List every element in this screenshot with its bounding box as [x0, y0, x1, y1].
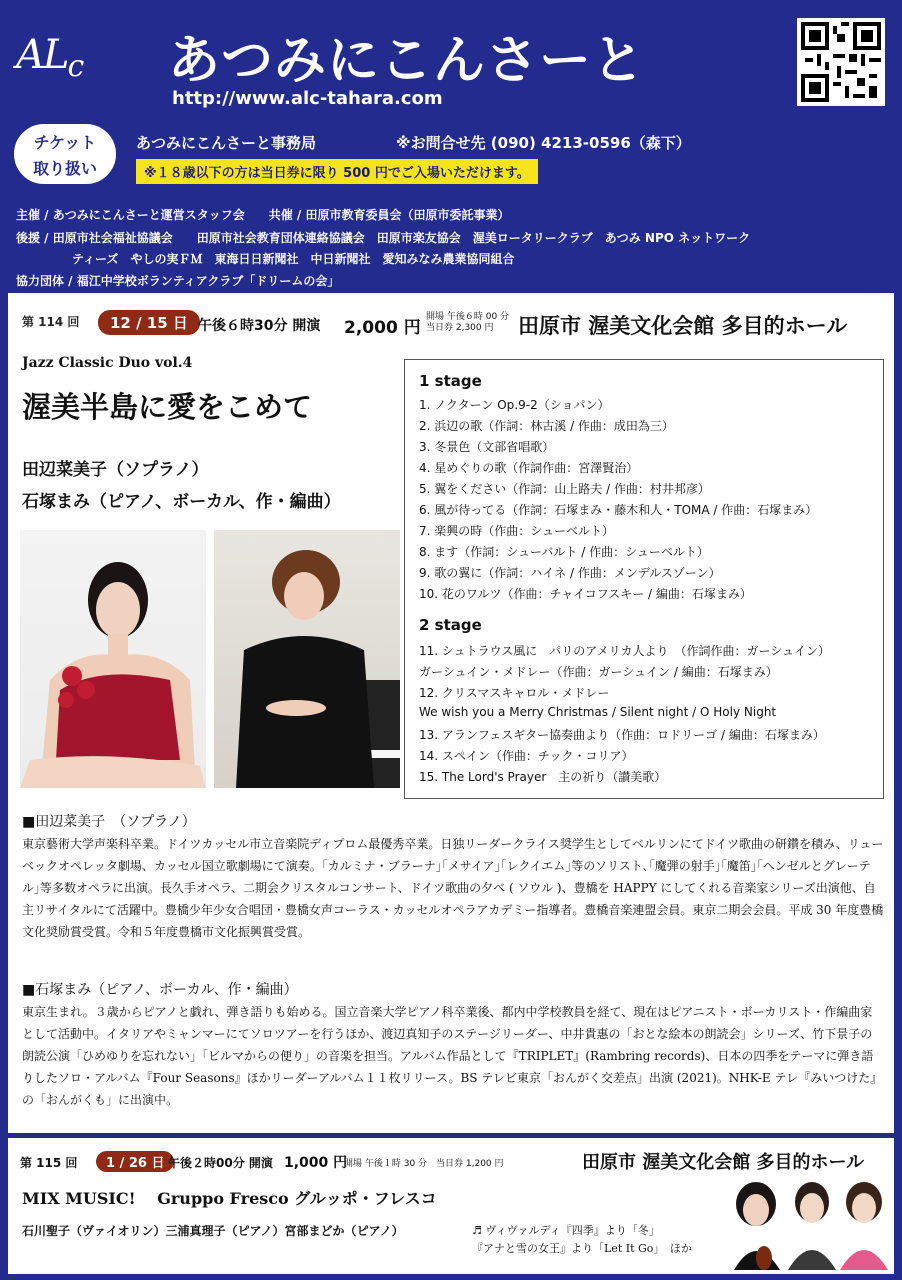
program-item: 13. アランフェスギター協奏曲より（作曲：ロドリーゴ / 編曲：石塚まみ） [419, 728, 825, 742]
inquiry-phone: ※お問合せ先 (090) 4213-0596（森下） [396, 134, 691, 152]
program-item: ガーシュイン・メドレー（作曲：ガーシュイン / 編曲：石塚まみ） [419, 665, 778, 679]
bio-heading-soprano: ■田辺菜美子 （ソプラノ） [22, 814, 196, 830]
program-item: 6. 風が待ってる（作詞：石塚まみ・藤木和人・TOMA / 作曲：石塚まみ） [419, 503, 818, 517]
next-event-number: 第 115 回 [20, 1156, 78, 1170]
next-event-price: 1,000 円 [284, 1155, 348, 1171]
program-item: 7. 楽興の時（作曲：シューベルト） [419, 524, 615, 538]
program-item: 8. ます（作詞：シューバルト / 作曲：シューベルト） [419, 545, 709, 559]
program-item: 15. The Lord's Prayer 主の祈り（讃美歌） [419, 770, 667, 784]
program-item: 2. 浜辺の歌（作詞：林古溪 / 作曲：成田為三） [419, 419, 674, 433]
qr-code-icon[interactable] [797, 18, 885, 106]
pianist-photo [214, 530, 400, 788]
event-date-badge: 12 / 15 日 [98, 310, 200, 335]
next-event-pieces: ♬ ヴィヴァルディ『四季』より「冬」 『アナと雪の女王』より「Let It Go」 ほか [472, 1224, 692, 1255]
program-item: 10. 花のワルツ（作曲：チャイコフスキー / 編曲：石塚まみ） [419, 587, 752, 601]
event-number: 第 114 回 [22, 315, 80, 329]
sponsor-line: 主催 / あつみにこんさーと運営スタッフ会 共催 / 田原市教育委員会（田原市委託事業） [16, 208, 510, 222]
soprano-photo [20, 530, 206, 788]
next-event-title: MIX MUSIC! Gruppo Fresco グルッポ・フレスコ [22, 1189, 437, 1208]
program-item: 1. ノクターン Op.9-2（ショパン） [419, 398, 610, 412]
program-item: 4. 星めぐりの歌（作詞作曲：宮澤賢治） [419, 461, 639, 475]
event-time: 午後６時30分 開演 [198, 318, 321, 334]
alc-logo: $AL_c$ [16, 32, 83, 84]
stage-1-label: 1 stage [419, 372, 482, 390]
performer-piano: 石塚まみ（ピアノ、ボーカル、作・編曲） [22, 492, 341, 512]
sponsor-line: 後援 / 田原市社会福祉協議会 田原市社会教育団体連絡協議会 田原市楽友協会 渥美ロータリークラブ あつみ NPO ネットワーク [16, 231, 751, 245]
page-title: あつみにこんさーと [168, 31, 646, 91]
next-event-time: 午後２時00分 開演 [168, 1156, 273, 1170]
sponsor-line: ティーズ やしの実ＦＭ 東海日日新聞社 中日新聞社 愛知みなみ農業協同組合 [72, 252, 515, 266]
program-item: 5. 翼をください（作詞：山上路夫 / 作曲：村井邦彦） [419, 482, 710, 496]
sponsor-line: 協力団体 / 福江中学校ボランティアクラブ「ドリームの会」 [16, 274, 340, 288]
program-item: 3. 冬景色（文部省唱歌） [419, 440, 555, 454]
next-event-performer-photos [728, 1174, 890, 1270]
main-event-panel [8, 293, 894, 1133]
next-event-open-info: 開場 午後１時 30 分 当日券 1,200 円 [344, 1159, 504, 1169]
program-box [404, 359, 884, 799]
program-item: 12. クリスマスキャロル・メドレー [419, 686, 610, 700]
next-event-performers: 石川聖子（ヴァイオリン）三浦真理子（ピアノ）宮部まどか（ピアノ） [22, 1224, 404, 1238]
program-item: 9. 歌の翼に（作詞：ハイネ / 作曲：メンデルスゾーン） [419, 566, 721, 580]
age-discount-notice: ※１８歳以下の方は当日券に限り 500 円でご入場いただけます。 [136, 159, 538, 184]
next-event-panel [8, 1138, 894, 1274]
program-item: We wish you a Merry Christmas / Silent night / O Holy Night [419, 705, 777, 719]
next-event-venue: 田原市 渥美文化会館 多目的ホール [582, 1152, 865, 1173]
concert-title: 渥美半島に愛をこめて [22, 390, 313, 424]
performer-soprano: 田辺菜美子（ソプラノ） [22, 460, 209, 480]
event-venue: 田原市 渥美文化会館 多目的ホール [518, 314, 848, 338]
program-item: 14. スペイン（作曲：チック・コリア） [419, 749, 634, 763]
event-open-info: 開場 午後６時 00 分 当日券 2,300 円 [426, 312, 510, 333]
ticket-badge: チケット 取り扱い [14, 124, 116, 184]
bio-text-piano: 東京生まれ。３歳からピアノと戯れ、弾き語りも始める。国立音楽大学ピアノ科卒業後、都内中学校教員を経て、現在はピアニスト・ボーカリスト・作編曲家として活動中。イタリアやミャンマーにてソロツアーを行うほか、渡辺真知子のステージリーダー、中井貴惠の「おとな絵本の朗読会」シリーズ、竹下景子の朗読公演「ひめゆりを忘れない」「ビルマからの便り」の音楽を担当。アルバム作品として『TRIPLET』(Rambring records)、日本の四季をテーマに弾き語りしたソロ・アルバム『Four Seasons』ほかリーダーアルバム１１枚リリース。BS テレビ東京「おんがく交差点」出演 (2021)。NHK-E テレ『みいつけた』の「おんがくも」に出演中。 [22, 1005, 883, 1107]
header [0, 0, 902, 292]
website-url[interactable]: http://www.alc-tahara.com [172, 88, 443, 109]
event-price: 2,000 円 [344, 318, 421, 338]
next-event-date-badge: 1 / 26 日 [96, 1151, 174, 1172]
bio-text-soprano: 東京藝術大学声楽科卒業。ドイツカッセル市立音楽院ディプロム最優秀卒業。日独リーダークライス奨学生としてベルリンにてドイツ歌曲の研鑽を積み、リューベックオペレッタ劇場、カッセル国立歌劇場にて演奏。｢カルミナ・ブラーナ｣｢メサイア｣｢レクイエム｣等のソリスト､｢魔弾の射手｣｢魔笛｣｢ヘンゼルとグレーテル｣等多数オペラに出演。長久手オペラ、二期会クリスタルコンサート、ドイツ歌曲の夕べ ( ソウル )、豊橋を HAPPY にしてくれる音楽家シリーズ出演他、自主リサイタルにて活躍中。豊橋少年少女合唱団・豊橋女声コーラス・カッセルオペラアカデミー指導者。豊橋音楽連盟会員。東京二期会会員。平成 30 年度豊橋文化奨励賞受賞。令和５年度豊橋市文化振興賞受賞。 [22, 837, 884, 939]
concert-subtitle: Jazz Classic Duo vol.4 [22, 355, 193, 371]
office-name: あつみにこんさーと事務局 [136, 134, 317, 152]
stage-2-label: 2 stage [419, 616, 482, 634]
program-item: 11. シュトラウス風に パリのアメリカ人より （作詞作曲：ガーシュイン） [419, 644, 830, 658]
bio-heading-piano: ■石塚まみ（ピアノ、ボーカル、作・編曲） [22, 982, 298, 998]
